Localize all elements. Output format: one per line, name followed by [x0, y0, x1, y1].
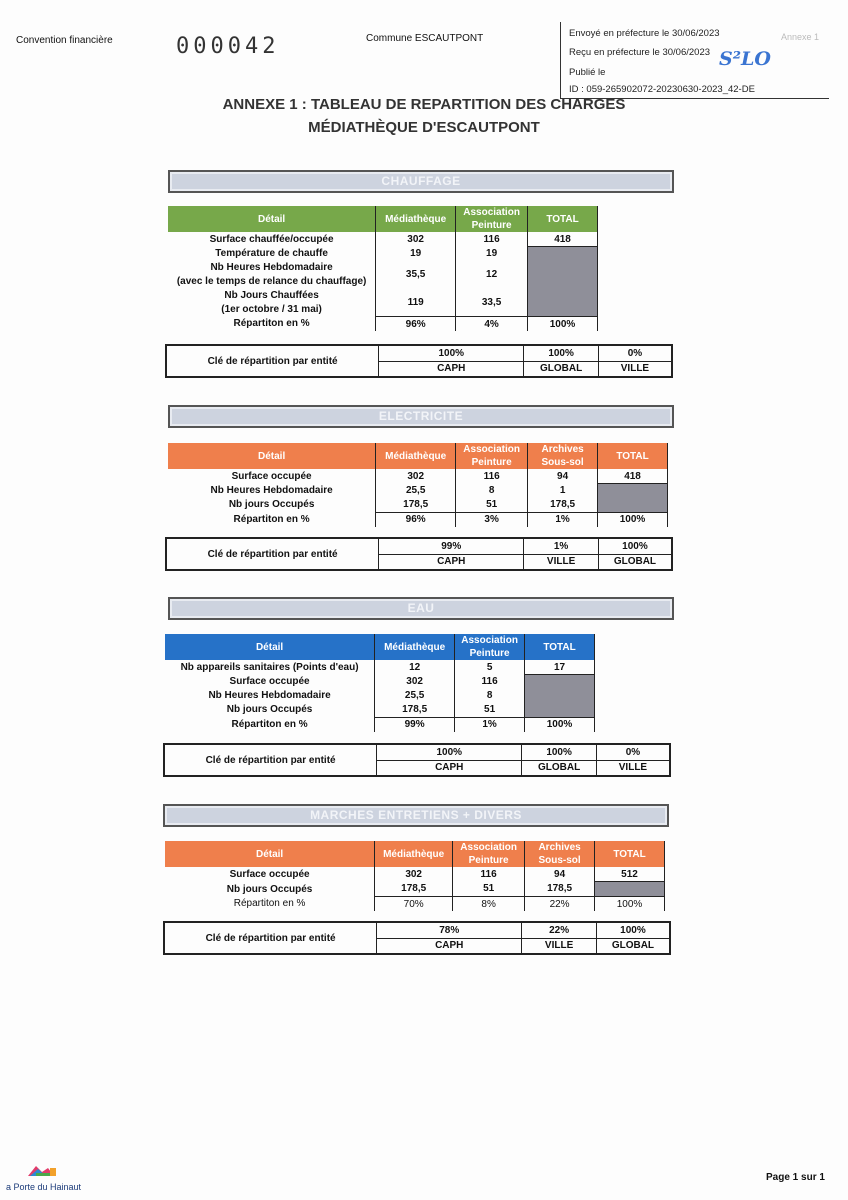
row-label: Surface occupée	[229, 868, 310, 880]
cell-total: 418	[598, 469, 668, 484]
cell-total: 100%	[598, 512, 668, 527]
header-total: TOTAL	[595, 841, 665, 867]
row-label: Nb Heures Hebdomadaire	[210, 262, 333, 273]
commune-label: Commune ESCAUTPONT	[366, 33, 484, 44]
cle-entity: VILLE	[524, 554, 599, 569]
cell: 12	[456, 261, 528, 289]
cle-value: 100%	[379, 346, 524, 361]
marches-cle	[163, 921, 671, 955]
electricite-cle	[165, 537, 673, 571]
header-mediatheque: Médiathèque	[376, 443, 456, 469]
cle-value: 78%	[377, 923, 522, 938]
cell: 302	[375, 675, 455, 689]
cell: 99%	[375, 717, 455, 732]
cle-label: Clé de répartition par entité	[205, 932, 336, 944]
cle-entity: CAPH	[379, 554, 524, 569]
logo-graphic-icon	[6, 1162, 66, 1178]
header-mediatheque: Médiathèque	[375, 634, 455, 660]
cle-entity: GLOBAL	[522, 760, 597, 775]
marches-band: MARCHES ENTRETIENS + DIVERS	[163, 804, 669, 827]
cell: 25,5	[376, 484, 456, 498]
cle-value: 100%	[598, 539, 671, 554]
header-archives: Archives Sous-sol	[525, 841, 595, 867]
eau-table	[165, 634, 595, 732]
cell: 51	[453, 882, 525, 897]
cle-value: 0%	[598, 346, 671, 361]
header-detail: Détail	[168, 206, 376, 232]
cell: 94	[528, 469, 598, 484]
eau-band: EAU	[168, 597, 674, 620]
cell: 302	[375, 867, 453, 882]
cell: 96%	[376, 512, 456, 527]
row-label: Température de chauffe	[215, 248, 328, 259]
cell: 119	[376, 289, 456, 317]
cell: 178,5	[528, 498, 598, 513]
cell-total: 100%	[525, 717, 595, 732]
cle-entity: GLOBAL	[524, 361, 599, 376]
header-association: Association Peinture	[455, 634, 525, 660]
header-association: Association Peinture	[453, 841, 525, 867]
cle-entity: CAPH	[377, 938, 522, 953]
grey-filler	[595, 882, 665, 897]
cle-value: 99%	[379, 539, 524, 554]
header-detail: Détail	[168, 443, 376, 469]
cle-value: 100%	[596, 923, 669, 938]
annex-tag: Annexe 1	[780, 32, 819, 42]
cell: 19	[456, 247, 528, 261]
row-label: Répartiton en %	[231, 718, 308, 730]
header-association: Association Peinture	[456, 206, 528, 232]
eau-cle	[163, 743, 671, 777]
page-title-line2: MÉDIATHÈQUE D'ESCAUTPONT	[308, 119, 540, 136]
cell: 94	[525, 867, 595, 882]
row-label: Nb jours Occupés	[228, 499, 315, 511]
cell: 4%	[456, 317, 528, 332]
cell: 70%	[375, 897, 453, 912]
row-label: Nb appareils sanitaires (Points d'eau)	[180, 661, 359, 673]
cell-total: 17	[525, 660, 595, 675]
row-label: Nb jours Occupés	[226, 883, 313, 895]
row-label: Nb Heures Hebdomadaire	[208, 690, 331, 701]
electricite-table	[168, 443, 668, 527]
cle-entity: VILLE	[522, 938, 597, 953]
row-label: Surface chauffée/occupée	[209, 233, 334, 245]
document-number: 000042	[176, 34, 280, 59]
cell: 25,5	[375, 689, 455, 703]
marches-table	[165, 841, 665, 911]
cle-entity: GLOBAL	[596, 938, 669, 953]
electricite-band: ELECTRICITE	[168, 405, 674, 428]
header-detail: Détail	[165, 841, 375, 867]
cell: 22%	[525, 897, 595, 912]
header-mediatheque: Médiathèque	[376, 206, 456, 232]
cell: 178,5	[525, 882, 595, 897]
chauffage-band: CHAUFFAGE	[168, 170, 674, 193]
cle-entity: VILLE	[598, 361, 671, 376]
page-number: Page 1 sur 1	[766, 1172, 825, 1183]
cle-entity: CAPH	[377, 760, 522, 775]
row-label: (avec le temps de relance du chauffage)	[176, 276, 367, 287]
cell: 96%	[376, 317, 456, 332]
cle-label: Clé de répartition par entité	[205, 754, 336, 766]
cell: 178,5	[375, 882, 453, 897]
row-label: Surface occupée	[229, 676, 310, 687]
prefecture-sent: Envoyé en préfecture le 30/06/2023	[569, 28, 720, 39]
grey-filler	[598, 484, 668, 513]
cle-entity: CAPH	[379, 361, 524, 376]
cell: 35,5	[376, 261, 456, 289]
cell: 1	[528, 484, 598, 498]
cell-total: 100%	[595, 897, 665, 912]
cle-label: Clé de répartition par entité	[207, 548, 338, 560]
row-label: Surface occupée	[231, 470, 312, 482]
cell: 8	[455, 689, 525, 703]
cle-value: 100%	[524, 346, 599, 361]
cle-entity: GLOBAL	[598, 554, 671, 569]
cle-value: 1%	[524, 539, 599, 554]
cell: 19	[376, 247, 456, 261]
row-label: Répartiton en %	[233, 513, 310, 525]
header-mediatheque: Médiathèque	[375, 841, 453, 867]
cell: 116	[456, 469, 528, 484]
cell: 3%	[456, 512, 528, 527]
header-total: TOTAL	[598, 443, 668, 469]
header-archives: Archives Sous-sol	[528, 443, 598, 469]
cell: 8%	[453, 897, 525, 912]
cell: 12	[375, 660, 455, 675]
slo-stamp: S²LO	[719, 48, 771, 70]
logo-text: a Porte du Hainaut	[6, 1182, 82, 1192]
header-detail: Détail	[165, 634, 375, 660]
chauffage-table	[168, 206, 598, 331]
cell: 5	[455, 660, 525, 675]
cell: 51	[455, 703, 525, 718]
grey-filler	[528, 247, 598, 317]
header-total: TOTAL	[528, 206, 598, 232]
prefecture-received: Reçu en préfecture le 30/06/2023	[569, 47, 711, 58]
cell: 302	[376, 232, 456, 247]
cell: 116	[455, 675, 525, 689]
cle-value: 22%	[522, 923, 597, 938]
cell: 178,5	[376, 498, 456, 513]
header-total: TOTAL	[525, 634, 595, 660]
prefecture-stamp-box	[560, 22, 829, 99]
cell: 8	[456, 484, 528, 498]
cle-label: Clé de répartition par entité	[207, 355, 338, 367]
row-label: (1er octobre / 31 mai)	[221, 304, 322, 315]
cell: 1%	[455, 717, 525, 732]
hainaut-logo	[6, 1162, 81, 1192]
convention-label: Convention financière	[16, 35, 113, 46]
grey-filler	[525, 675, 595, 718]
cell-total: 418	[528, 232, 598, 247]
cell: 1%	[528, 512, 598, 527]
cle-value: 0%	[596, 745, 669, 760]
cell: 51	[456, 498, 528, 513]
cell: 33,5	[456, 289, 528, 317]
page-title-line1: ANNEXE 1 : TABLEAU DE REPARTITION DES CHARGES	[222, 96, 626, 113]
prefecture-published: Publié le	[569, 67, 606, 78]
row-label: Répartiton en %	[233, 318, 310, 330]
cell-total: 100%	[528, 317, 598, 332]
row-label: Nb Jours Chauffées	[224, 290, 319, 301]
cell: 116	[453, 867, 525, 882]
prefecture-id: ID : 059-265902072-20230630-2023_42-DE	[569, 84, 755, 95]
header-association: Association Peinture	[456, 443, 528, 469]
cell-total: 512	[595, 867, 665, 882]
row-label: Nb jours Occupés	[226, 704, 313, 716]
chauffage-cle	[165, 344, 673, 378]
cell: 116	[456, 232, 528, 247]
cell: 178,5	[375, 703, 455, 718]
cle-entity: VILLE	[596, 760, 669, 775]
cell: 302	[376, 469, 456, 484]
cle-value: 100%	[377, 745, 522, 760]
row-label: Répartiton en %	[233, 898, 306, 910]
row-label: Nb Heures Hebdomadaire	[210, 485, 333, 496]
cle-value: 100%	[522, 745, 597, 760]
